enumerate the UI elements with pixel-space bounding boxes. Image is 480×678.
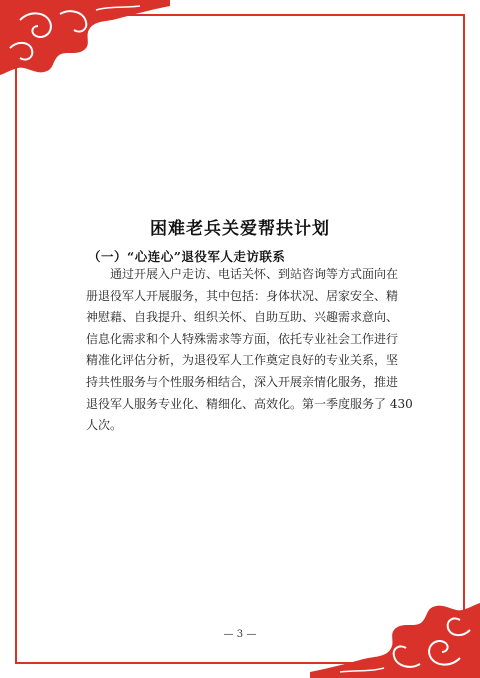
page-number: — 3 — [223, 629, 257, 640]
body-line-4: 信息化需求和个人特殊需求等方面，依托专业社会工作进行 [86, 331, 399, 346]
body-line-5: 精准化评估分析，为退役军人工作奠定良好的专业关系，坚 [86, 353, 399, 368]
section-heading: （一）“心连心”退役军人走访联系 [88, 249, 286, 264]
cloud-ornament-top-left-icon [0, 0, 170, 75]
body-line-1: 通过开展入户走访、电话关怀、到站咨询等方式面向在 [110, 267, 399, 281]
body-line-3: 神慰藉、自我提升、组织关怀、自助互助、兴趣需求意向、 [86, 310, 399, 325]
document-title: 困难老兵关爱帮扶计划 [150, 219, 330, 239]
body-line-8: 人次。 [86, 418, 123, 433]
body-line-2: 册退役军人开展服务，其中包括：身体状况、居家安全、精 [86, 288, 399, 303]
body-line-6: 持共性服务与个性服务相结合，深入开展亲情化服务，推进 [86, 374, 399, 389]
cloud-ornament-bottom-right-icon [310, 603, 480, 678]
body-line-7: 退役军人服务专业化、精细化、高效化。第一季度服务了 430 [86, 396, 413, 411]
body-paragraph [86, 264, 413, 437]
